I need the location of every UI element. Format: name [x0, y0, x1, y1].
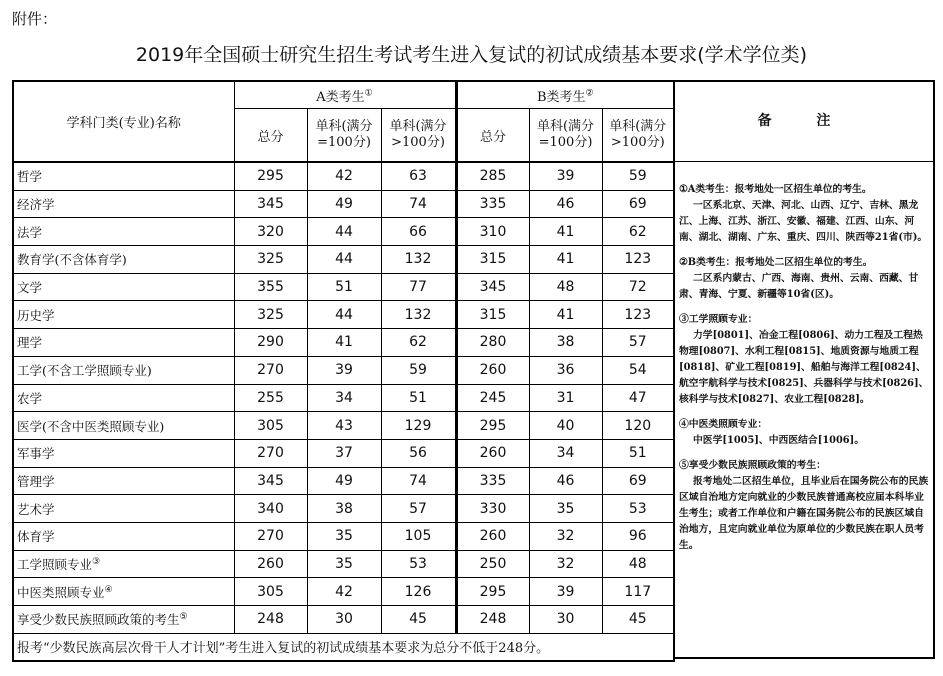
score-b-total: 310 — [456, 218, 529, 246]
table-row — [13, 329, 674, 357]
subject-name: 医学(不含中医类照顾专业) — [13, 412, 234, 440]
table-row — [13, 578, 674, 606]
score-b-singlegt100: 62 — [602, 218, 674, 246]
score-a-singlegt100: 132 — [381, 301, 456, 329]
b-total-header: 总分 — [456, 109, 529, 163]
score-b-single100: 35 — [529, 495, 602, 523]
score-a-single100: 35 — [307, 550, 381, 578]
score-b-singlegt100: 48 — [602, 550, 674, 578]
score-a-single100: 44 — [307, 301, 381, 329]
score-a-single100: 35 — [307, 522, 381, 550]
score-a-total: 260 — [234, 550, 307, 578]
attachment-label: 附件： — [12, 10, 58, 28]
score-b-total: 335 — [456, 190, 529, 218]
score-b-total: 295 — [456, 578, 529, 606]
score-b-total: 285 — [456, 162, 529, 190]
score-b-total: 248 — [456, 606, 529, 634]
remark-heading: ②B类考生：报考地处二区招生单位的考生。 — [679, 257, 873, 268]
score-b-single100: 39 — [529, 578, 602, 606]
score-b-singlegt100: 54 — [602, 356, 674, 384]
remark-text: 报考地处二区招生单位，且毕业后在国务院公布的民族区域自治地方定向就业的少数民族普通高校应届本科毕业生考生；或者工作单位和户籍在国务院公布的民族区域自治地方，且定向就业单位为原单位的少数民族在职人员考生。 — [679, 476, 929, 551]
score-a-singlegt100: 74 — [381, 190, 456, 218]
score-a-total: 305 — [234, 412, 307, 440]
table-row — [13, 495, 674, 523]
score-b-singlegt100: 47 — [602, 384, 674, 412]
remark-heading: ③工学照顾专业： — [679, 314, 758, 325]
table-row — [13, 273, 674, 301]
score-b-single100: 38 — [529, 329, 602, 357]
score-a-single100: 44 — [307, 218, 381, 246]
table-row — [13, 384, 674, 412]
score-b-single100: 32 — [529, 550, 602, 578]
b-group-header: B类考生② — [456, 81, 674, 109]
remark-section — [679, 417, 929, 449]
a-singlegt100-header: 单科(满分 >100分) — [381, 109, 456, 163]
score-b-total: 250 — [456, 550, 529, 578]
score-a-singlegt100: 62 — [381, 329, 456, 357]
remark-text: 中医学[1005]、中西医结合[1006]。 — [693, 435, 865, 446]
score-a-singlegt100: 126 — [381, 578, 456, 606]
b-single100-header: 单科(满分 =100分) — [529, 109, 602, 163]
score-b-single100: 30 — [529, 606, 602, 634]
score-a-total: 255 — [234, 384, 307, 412]
score-a-single100: 37 — [307, 439, 381, 467]
score-b-singlegt100: 69 — [602, 190, 674, 218]
score-a-single100: 38 — [307, 495, 381, 523]
subject-name: 教育学(不含体育学) — [13, 246, 234, 274]
score-b-total: 315 — [456, 301, 529, 329]
remark-text: 力学[0801]、冶金工程[0806]、动力工程及工程热物理[0807]、水利工程[0815]、地质资源与地质工程[0818]、矿业工程[0819]、船舶与海洋工程[0824]、航空宇航科学与技术[0825]、兵器科学与技术[0826]、核科学与技术[0827]、农业工程[0828]。 — [679, 330, 929, 405]
score-a-total: 345 — [234, 190, 307, 218]
score-a-total: 355 — [234, 273, 307, 301]
score-a-single100: 44 — [307, 246, 381, 274]
remarks-panel — [673, 80, 935, 659]
score-a-total: 270 — [234, 356, 307, 384]
score-b-total: 280 — [456, 329, 529, 357]
score-b-total: 260 — [456, 522, 529, 550]
score-b-singlegt100: 123 — [602, 301, 674, 329]
score-b-single100: 41 — [529, 246, 602, 274]
table-row — [13, 439, 674, 467]
table-row — [13, 218, 674, 246]
score-a-total: 325 — [234, 301, 307, 329]
score-a-total: 270 — [234, 439, 307, 467]
score-b-single100: 48 — [529, 273, 602, 301]
score-a-singlegt100: 129 — [381, 412, 456, 440]
table-row — [13, 467, 674, 495]
score-a-singlegt100: 53 — [381, 550, 456, 578]
score-b-singlegt100: 69 — [602, 467, 674, 495]
remark-section — [679, 182, 929, 246]
score-b-singlegt100: 117 — [602, 578, 674, 606]
score-a-singlegt100: 56 — [381, 439, 456, 467]
score-a-single100: 43 — [307, 412, 381, 440]
table-row — [13, 246, 674, 274]
score-a-single100: 49 — [307, 190, 381, 218]
page-title: 2019年全国硕士研究生招生考试考生进入复试的初试成绩基本要求(学术学位类) — [135, 44, 808, 66]
score-b-single100: 46 — [529, 190, 602, 218]
a-total-header: 总分 — [234, 109, 307, 163]
score-b-singlegt100: 123 — [602, 246, 674, 274]
score-a-single100: 49 — [307, 467, 381, 495]
table-row — [13, 550, 674, 578]
subject-name: 管理学 — [13, 467, 234, 495]
score-b-singlegt100: 57 — [602, 329, 674, 357]
score-b-total: 335 — [456, 467, 529, 495]
score-b-single100: 46 — [529, 467, 602, 495]
remark-section — [679, 255, 929, 303]
score-b-total: 315 — [456, 246, 529, 274]
score-b-singlegt100: 96 — [602, 522, 674, 550]
subject-name: 工学照顾专业③ — [13, 550, 234, 578]
score-a-singlegt100: 77 — [381, 273, 456, 301]
score-a-single100: 42 — [307, 578, 381, 606]
subject-name: 哲学 — [13, 162, 234, 190]
score-a-singlegt100: 51 — [381, 384, 456, 412]
subject-name: 理学 — [13, 329, 234, 357]
score-a-single100: 30 — [307, 606, 381, 634]
score-b-total: 260 — [456, 356, 529, 384]
table-row — [13, 162, 674, 190]
score-b-singlegt100: 53 — [602, 495, 674, 523]
score-b-single100: 41 — [529, 218, 602, 246]
score-a-singlegt100: 105 — [381, 522, 456, 550]
score-a-singlegt100: 132 — [381, 246, 456, 274]
subject-name: 体育学 — [13, 522, 234, 550]
score-a-singlegt100: 59 — [381, 356, 456, 384]
score-b-single100: 34 — [529, 439, 602, 467]
remark-heading: ④中医类照顾专业： — [679, 419, 768, 430]
score-b-singlegt100: 51 — [602, 439, 674, 467]
score-b-total: 260 — [456, 439, 529, 467]
score-a-total: 295 — [234, 162, 307, 190]
footer-row — [13, 633, 674, 661]
remarks-body — [675, 162, 933, 554]
a-group-header: A类考生① — [234, 81, 456, 109]
score-a-total: 248 — [234, 606, 307, 634]
subject-name: 经济学 — [13, 190, 234, 218]
score-a-singlegt100: 74 — [381, 467, 456, 495]
score-b-total: 330 — [456, 495, 529, 523]
subject-name: 历史学 — [13, 301, 234, 329]
score-table — [12, 80, 675, 662]
score-a-singlegt100: 66 — [381, 218, 456, 246]
remark-text: 二区系内蒙古、广西、海南、贵州、云南、西藏、甘肃、青海、宁夏、新疆等10省(区)。 — [679, 273, 919, 300]
score-b-total: 345 — [456, 273, 529, 301]
table-row — [13, 412, 674, 440]
remark-heading: ①A类考生：报考地处一区招生单位的考生。 — [679, 184, 872, 195]
score-b-singlegt100: 72 — [602, 273, 674, 301]
score-a-single100: 34 — [307, 384, 381, 412]
score-b-total: 245 — [456, 384, 529, 412]
subject-name: 工学(不含工学照顾专业) — [13, 356, 234, 384]
table-row — [13, 356, 674, 384]
score-a-single100: 42 — [307, 162, 381, 190]
remark-heading: ⑤享受少数民族照顾政策的考生： — [679, 460, 826, 471]
table-row — [13, 522, 674, 550]
score-b-single100: 39 — [529, 162, 602, 190]
subject-name: 农学 — [13, 384, 234, 412]
score-a-total: 345 — [234, 467, 307, 495]
score-b-singlegt100: 59 — [602, 162, 674, 190]
table-row — [13, 190, 674, 218]
score-b-singlegt100: 120 — [602, 412, 674, 440]
score-a-singlegt100: 57 — [381, 495, 456, 523]
score-a-total: 320 — [234, 218, 307, 246]
score-a-single100: 41 — [307, 329, 381, 357]
subject-name: 中医类照顾专业④ — [13, 578, 234, 606]
score-a-singlegt100: 63 — [381, 162, 456, 190]
remarks-header: 备 注 — [675, 82, 933, 162]
score-a-total: 290 — [234, 329, 307, 357]
score-a-singlegt100: 45 — [381, 606, 456, 634]
score-a-single100: 51 — [307, 273, 381, 301]
score-b-total: 295 — [456, 412, 529, 440]
a-single100-header: 单科(满分 =100分) — [307, 109, 381, 163]
score-a-total: 325 — [234, 246, 307, 274]
b-singlegt100-header: 单科(满分 >100分) — [602, 109, 674, 163]
table-row — [13, 606, 674, 634]
remark-section — [679, 312, 929, 408]
score-b-singlegt100: 45 — [602, 606, 674, 634]
score-b-single100: 36 — [529, 356, 602, 384]
subject-header: 学科门类(专业)名称 — [13, 81, 234, 162]
score-b-single100: 40 — [529, 412, 602, 440]
score-b-single100: 31 — [529, 384, 602, 412]
subject-name: 艺术学 — [13, 495, 234, 523]
score-b-single100: 32 — [529, 522, 602, 550]
remark-text: 一区系北京、天津、河北、山西、辽宁、吉林、黑龙江、上海、江苏、浙江、安徽、福建、江西、山东、河南、湖北、湖南、广东、重庆、四川、陕西等21省(市)。 — [679, 200, 928, 243]
subject-name: 军事学 — [13, 439, 234, 467]
score-a-total: 340 — [234, 495, 307, 523]
table-row — [13, 301, 674, 329]
remark-section — [679, 458, 929, 554]
footer-note: 报考“少数民族高层次骨干人才计划”考生进入复试的初试成绩基本要求为总分不低于248分。 — [13, 633, 674, 661]
subject-name: 文学 — [13, 273, 234, 301]
score-a-total: 305 — [234, 578, 307, 606]
score-a-total: 270 — [234, 522, 307, 550]
score-a-single100: 39 — [307, 356, 381, 384]
score-b-single100: 41 — [529, 301, 602, 329]
subject-name: 享受少数民族照顾政策的考生⑤ — [13, 606, 234, 634]
subject-name: 法学 — [13, 218, 234, 246]
